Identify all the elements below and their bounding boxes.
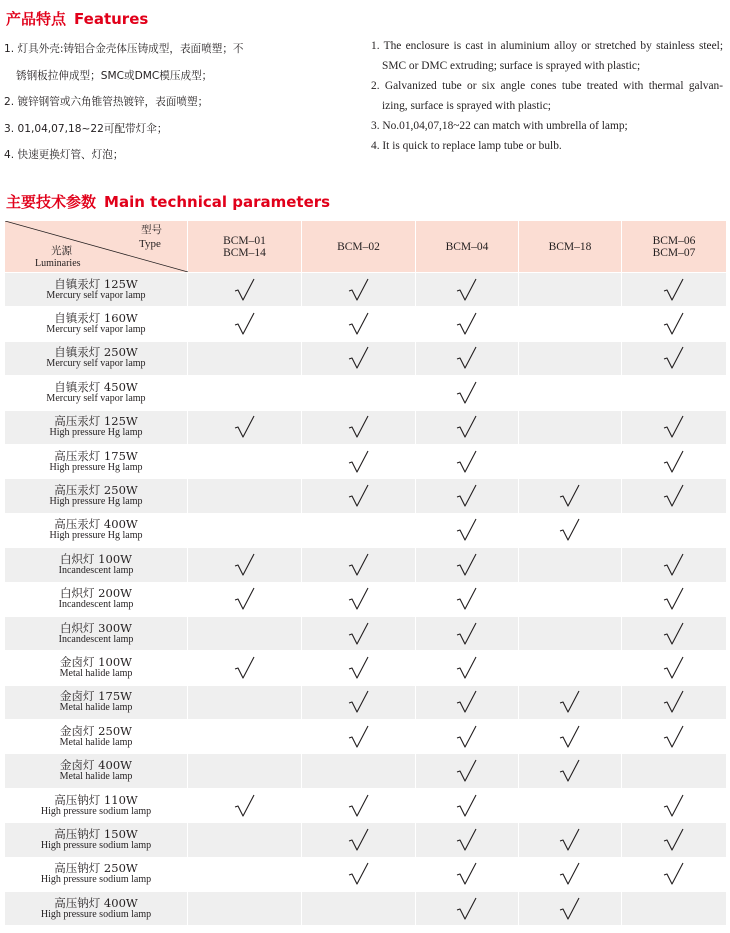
compatibility-cell <box>188 479 302 513</box>
compatibility-cell <box>188 788 302 822</box>
check-mark-icon <box>347 552 371 578</box>
check-mark-icon <box>233 793 257 819</box>
check-mark-icon <box>662 689 686 715</box>
check-mark-icon <box>347 311 371 337</box>
feature-en-line: SMC or DMC extruding; surface is sprayed with plastic; <box>382 60 641 72</box>
compatibility-cell <box>622 651 727 685</box>
compatibility-cell <box>416 341 519 375</box>
compatibility-cell <box>188 410 302 444</box>
compatibility-cell <box>188 273 302 307</box>
table-row <box>5 685 727 719</box>
compatibility-cell <box>188 651 302 685</box>
compatibility-cell <box>302 513 416 547</box>
compatibility-cell <box>622 754 727 788</box>
lamp-type-cell <box>5 651 188 685</box>
compatibility-cell <box>416 273 519 307</box>
lamp-name-cn: 白炽灯 200W <box>60 586 132 601</box>
lamp-name-cn: 金卤灯 250W <box>60 723 132 738</box>
compatibility-cell <box>188 444 302 478</box>
params-title-cn: 主要技术参数 <box>6 193 97 211</box>
table-row <box>5 651 727 685</box>
compatibility-cell <box>622 892 727 926</box>
luminaries-label-cn: 光源 <box>51 245 72 257</box>
compatibility-cell <box>188 341 302 375</box>
feature-en-line: 2. Galvanized tube or six angle cones tube treated with thermal galvan- <box>371 80 723 92</box>
compatibility-cell <box>622 513 727 547</box>
check-mark-icon <box>455 621 479 647</box>
table-row <box>5 754 727 788</box>
lamp-name-cn: 高压钠灯 110W <box>54 792 138 807</box>
table-row <box>5 720 727 754</box>
lamp-name-en: High pressure sodium lamp <box>40 908 152 920</box>
compatibility-cell <box>519 685 622 719</box>
check-mark-icon <box>347 483 371 509</box>
compatibility-cell <box>519 616 622 650</box>
compatibility-cell <box>188 754 302 788</box>
lamp-name-en: High pressure Hg lamp <box>49 530 143 542</box>
compatibility-cell <box>416 307 519 341</box>
compatibility-cell <box>302 307 416 341</box>
check-mark-icon <box>455 827 479 853</box>
lamp-type-cell <box>5 720 188 754</box>
compatibility-cell <box>416 479 519 513</box>
check-mark-icon <box>347 414 371 440</box>
compatibility-cell <box>519 892 622 926</box>
compatibility-cell <box>519 479 622 513</box>
feature-en-line: 4. It is quick to replace lamp tube or bulb. <box>371 140 562 152</box>
feature-en-line: izing, surface is sprayed with plastic; <box>382 100 551 112</box>
check-mark-icon <box>455 380 479 406</box>
compatibility-cell <box>519 582 622 616</box>
features-list-en <box>371 36 723 156</box>
table-row <box>5 582 727 616</box>
check-mark-icon <box>662 345 686 371</box>
model-header-bcm-02 <box>302 221 416 273</box>
table-row <box>5 513 727 547</box>
compatibility-cell <box>416 892 519 926</box>
check-mark-icon <box>662 586 686 612</box>
check-mark-icon <box>347 449 371 475</box>
compatibility-cell <box>188 548 302 582</box>
compatibility-cell <box>416 857 519 891</box>
check-mark-icon <box>558 517 582 543</box>
parameters-table-body <box>5 273 727 926</box>
check-mark-icon <box>455 896 479 922</box>
compatibility-cell <box>188 685 302 719</box>
check-mark-icon <box>455 517 479 543</box>
parameters-table <box>4 220 727 926</box>
compatibility-cell <box>622 857 727 891</box>
compatibility-cell <box>519 513 622 547</box>
lamp-type-cell <box>5 444 188 478</box>
compatibility-cell <box>622 823 727 857</box>
lamp-type-cell <box>5 376 188 410</box>
model-label: BCM–07 <box>652 246 696 259</box>
check-mark-icon <box>233 311 257 337</box>
check-mark-icon <box>662 655 686 681</box>
compatibility-cell <box>416 444 519 478</box>
lamp-type-cell <box>5 892 188 926</box>
compatibility-cell <box>188 823 302 857</box>
table-row <box>5 892 727 926</box>
compatibility-cell <box>622 444 727 478</box>
lamp-type-cell <box>5 307 188 341</box>
check-mark-icon <box>347 689 371 715</box>
check-mark-icon <box>455 414 479 440</box>
compatibility-cell <box>519 548 622 582</box>
lamp-name-en: High pressure Hg lamp <box>49 461 143 473</box>
compatibility-cell <box>188 307 302 341</box>
check-mark-icon <box>233 414 257 440</box>
model-header-bcm-06-07 <box>622 221 727 273</box>
lamp-name-en: High pressure Hg lamp <box>49 427 143 439</box>
compatibility-cell <box>302 616 416 650</box>
features-title-cn: 产品特点 <box>6 10 67 28</box>
lamp-type-cell <box>5 548 188 582</box>
check-mark-icon <box>558 861 582 887</box>
table-header-row <box>5 221 727 273</box>
lamp-name-cn: 金卤灯 100W <box>60 654 132 669</box>
lamp-name-cn: 高压汞灯 400W <box>54 517 138 532</box>
check-mark-icon <box>662 483 686 509</box>
compatibility-cell <box>416 685 519 719</box>
check-mark-icon <box>233 552 257 578</box>
lamp-name-cn: 高压钠灯 150W <box>54 826 138 841</box>
compatibility-cell <box>416 582 519 616</box>
luminaries-label-en: Luminaries <box>35 258 81 269</box>
features-title-en: Features <box>74 10 149 28</box>
compatibility-cell <box>416 720 519 754</box>
compatibility-cell <box>622 616 727 650</box>
model-label: BCM–06 <box>652 234 696 247</box>
check-mark-icon <box>455 449 479 475</box>
model-header-bcm-01-14 <box>188 221 302 273</box>
compatibility-cell <box>416 513 519 547</box>
lamp-name-en: Mercury self vapor lamp <box>46 358 146 370</box>
compatibility-cell <box>302 376 416 410</box>
check-mark-icon <box>455 345 479 371</box>
compatibility-cell <box>416 410 519 444</box>
check-mark-icon <box>455 689 479 715</box>
table-row <box>5 341 727 375</box>
feature-en-line: 1. The enclosure is cast in aluminium alloy or stretched by stainless steel; <box>371 40 723 52</box>
check-mark-icon <box>558 827 582 853</box>
compatibility-cell <box>302 685 416 719</box>
feature-cn-line: 2. 镀锌钢管或六角锥管热镀锌，表面喷塑； <box>4 96 209 108</box>
feature-cn-line: 锈钢板拉伸成型；SMC或DMC模压成型； <box>16 69 213 82</box>
compatibility-cell <box>519 754 622 788</box>
table-row <box>5 307 727 341</box>
compatibility-cell <box>188 376 302 410</box>
check-mark-icon <box>455 861 479 887</box>
lamp-name-en: Metal halide lamp <box>59 702 133 714</box>
lamp-name-cn: 高压钠灯 400W <box>54 895 138 910</box>
model-label: BCM–02 <box>337 240 380 253</box>
check-mark-icon <box>558 689 582 715</box>
compatibility-cell <box>622 307 727 341</box>
lamp-name-cn: 金卤灯 400W <box>60 758 132 773</box>
compatibility-cell <box>302 444 416 478</box>
compatibility-cell <box>622 582 727 616</box>
check-mark-icon <box>558 896 582 922</box>
check-mark-icon <box>455 724 479 750</box>
check-mark-icon <box>662 414 686 440</box>
compatibility-cell <box>302 341 416 375</box>
table-row <box>5 444 727 478</box>
model-header-bcm-04 <box>416 221 519 273</box>
check-mark-icon <box>662 724 686 750</box>
compatibility-cell <box>302 651 416 685</box>
lamp-type-cell <box>5 823 188 857</box>
compatibility-cell <box>622 720 727 754</box>
check-mark-icon <box>455 758 479 784</box>
feature-cn-line: 1. 灯具外壳:铸铝合金壳体压铸成型，表面喷塑；不 <box>4 43 244 55</box>
compatibility-cell <box>519 651 622 685</box>
lamp-type-cell <box>5 479 188 513</box>
lamp-name-en: High pressure sodium lamp <box>40 839 152 851</box>
lamp-type-cell <box>5 513 188 547</box>
lamp-name-en: High pressure sodium lamp <box>40 874 152 886</box>
lamp-type-cell <box>5 754 188 788</box>
check-mark-icon <box>662 793 686 819</box>
compatibility-cell <box>416 548 519 582</box>
compatibility-cell <box>416 788 519 822</box>
check-mark-icon <box>233 655 257 681</box>
check-mark-icon <box>455 655 479 681</box>
compatibility-cell <box>622 788 727 822</box>
lamp-name-cn: 高压汞灯 175W <box>54 448 138 463</box>
compatibility-cell <box>188 720 302 754</box>
compatibility-cell <box>188 892 302 926</box>
feature-en-line: 3. No.01,04,07,18~22 can match with umbrella of lamp; <box>371 120 628 132</box>
lamp-name-en: Incandescent lamp <box>58 633 134 645</box>
compatibility-cell <box>519 341 622 375</box>
check-mark-icon <box>347 827 371 853</box>
table-row <box>5 479 727 513</box>
model-header-bcm-18 <box>519 221 622 273</box>
compatibility-cell <box>416 376 519 410</box>
model-label: BCM–14 <box>223 246 266 259</box>
check-mark-icon <box>455 793 479 819</box>
check-mark-icon <box>455 277 479 303</box>
params-title-en: Main technical parameters <box>104 193 331 211</box>
compatibility-cell <box>622 685 727 719</box>
lamp-type-cell <box>5 685 188 719</box>
lamp-type-cell <box>5 788 188 822</box>
table-row <box>5 376 727 410</box>
check-mark-icon <box>347 861 371 887</box>
check-mark-icon <box>347 655 371 681</box>
compatibility-cell <box>302 273 416 307</box>
compatibility-cell <box>302 892 416 926</box>
compatibility-cell <box>302 788 416 822</box>
compatibility-cell <box>302 410 416 444</box>
compatibility-cell <box>519 857 622 891</box>
lamp-name-cn: 高压汞灯 250W <box>54 483 138 498</box>
lamp-type-cell <box>5 582 188 616</box>
compatibility-cell <box>622 410 727 444</box>
lamp-name-en: Incandescent lamp <box>58 599 134 611</box>
table-row <box>5 857 727 891</box>
check-mark-icon <box>662 552 686 578</box>
lamp-name-en: Metal halide lamp <box>59 771 133 783</box>
feature-cn-line: 4. 快速更换灯管、灯泡； <box>4 149 124 161</box>
lamp-name-cn: 自镇汞灯 125W <box>54 276 138 291</box>
compatibility-cell <box>519 410 622 444</box>
check-mark-icon <box>347 345 371 371</box>
compatibility-cell <box>188 513 302 547</box>
lamp-name-cn: 自镇汞灯 250W <box>54 345 138 360</box>
check-mark-icon <box>662 621 686 647</box>
compatibility-cell <box>302 548 416 582</box>
lamp-name-en: Mercury self vapor lamp <box>46 392 146 404</box>
check-mark-icon <box>662 311 686 337</box>
table-row <box>5 273 727 307</box>
check-mark-icon <box>233 586 257 612</box>
lamp-type-cell <box>5 857 188 891</box>
lamp-type-cell <box>5 273 188 307</box>
compatibility-cell <box>188 616 302 650</box>
table-row <box>5 823 727 857</box>
compatibility-cell <box>416 651 519 685</box>
check-mark-icon <box>347 277 371 303</box>
lamp-type-cell <box>5 616 188 650</box>
feature-cn-line: 3. 01,04,07,18~22可配带灯伞； <box>4 122 168 135</box>
lamp-name-en: Mercury self vapor lamp <box>46 289 146 301</box>
lamp-name-cn: 金卤灯 175W <box>60 689 132 704</box>
lamp-name-en: High pressure Hg lamp <box>49 496 143 508</box>
lamp-name-cn: 自镇汞灯 160W <box>54 311 138 326</box>
lamp-name-cn: 白炽灯 300W <box>60 620 132 635</box>
lamp-name-cn: 高压汞灯 125W <box>54 414 138 429</box>
compatibility-cell <box>302 720 416 754</box>
check-mark-icon <box>558 483 582 509</box>
lamp-name-en: Mercury self vapor lamp <box>46 324 146 336</box>
compatibility-cell <box>622 341 727 375</box>
check-mark-icon <box>347 724 371 750</box>
check-mark-icon <box>233 277 257 303</box>
compatibility-cell <box>302 823 416 857</box>
check-mark-icon <box>662 277 686 303</box>
check-mark-icon <box>662 861 686 887</box>
features-list-cn <box>4 36 304 169</box>
check-mark-icon <box>455 552 479 578</box>
lamp-name-en: Metal halide lamp <box>59 736 133 748</box>
compatibility-cell <box>519 823 622 857</box>
compatibility-cell <box>519 273 622 307</box>
compatibility-cell <box>302 754 416 788</box>
lamp-name-en: Incandescent lamp <box>58 564 134 576</box>
table-row <box>5 788 727 822</box>
lamp-name-en: High pressure sodium lamp <box>40 805 152 817</box>
check-mark-icon <box>558 758 582 784</box>
check-mark-icon <box>455 483 479 509</box>
compatibility-cell <box>188 582 302 616</box>
lamp-name-cn: 白炽灯 100W <box>60 551 132 566</box>
params-title <box>6 191 330 212</box>
lamp-name-en: Metal halide lamp <box>59 667 133 679</box>
compatibility-cell <box>622 273 727 307</box>
compatibility-cell <box>519 376 622 410</box>
lamp-name-cn: 高压钠灯 250W <box>54 861 138 876</box>
type-label-cn: 型号 <box>141 224 162 236</box>
check-mark-icon <box>347 586 371 612</box>
type-label-en: Type <box>139 238 161 250</box>
model-label: BCM–18 <box>548 240 592 253</box>
type-luminaries-header-cell <box>5 221 188 273</box>
compatibility-cell <box>302 582 416 616</box>
compatibility-cell <box>519 444 622 478</box>
model-label: BCM–04 <box>445 240 489 253</box>
compatibility-cell <box>622 548 727 582</box>
compatibility-cell <box>302 479 416 513</box>
check-mark-icon <box>455 586 479 612</box>
check-mark-icon <box>455 311 479 337</box>
features-title <box>6 8 148 29</box>
compatibility-cell <box>622 479 727 513</box>
table-row <box>5 410 727 444</box>
compatibility-cell <box>416 754 519 788</box>
compatibility-cell <box>302 857 416 891</box>
table-row <box>5 616 727 650</box>
check-mark-icon <box>558 724 582 750</box>
lamp-type-cell <box>5 341 188 375</box>
compatibility-cell <box>519 720 622 754</box>
lamp-name-cn: 自镇汞灯 450W <box>54 379 138 394</box>
lamp-type-cell <box>5 410 188 444</box>
check-mark-icon <box>662 827 686 853</box>
check-mark-icon <box>347 793 371 819</box>
compatibility-cell <box>622 376 727 410</box>
compatibility-cell <box>416 823 519 857</box>
check-mark-icon <box>347 621 371 647</box>
compatibility-cell <box>519 307 622 341</box>
table-row <box>5 548 727 582</box>
compatibility-cell <box>519 788 622 822</box>
compatibility-cell <box>188 857 302 891</box>
check-mark-icon <box>662 449 686 475</box>
compatibility-cell <box>416 616 519 650</box>
model-label: BCM–01 <box>223 234 266 247</box>
